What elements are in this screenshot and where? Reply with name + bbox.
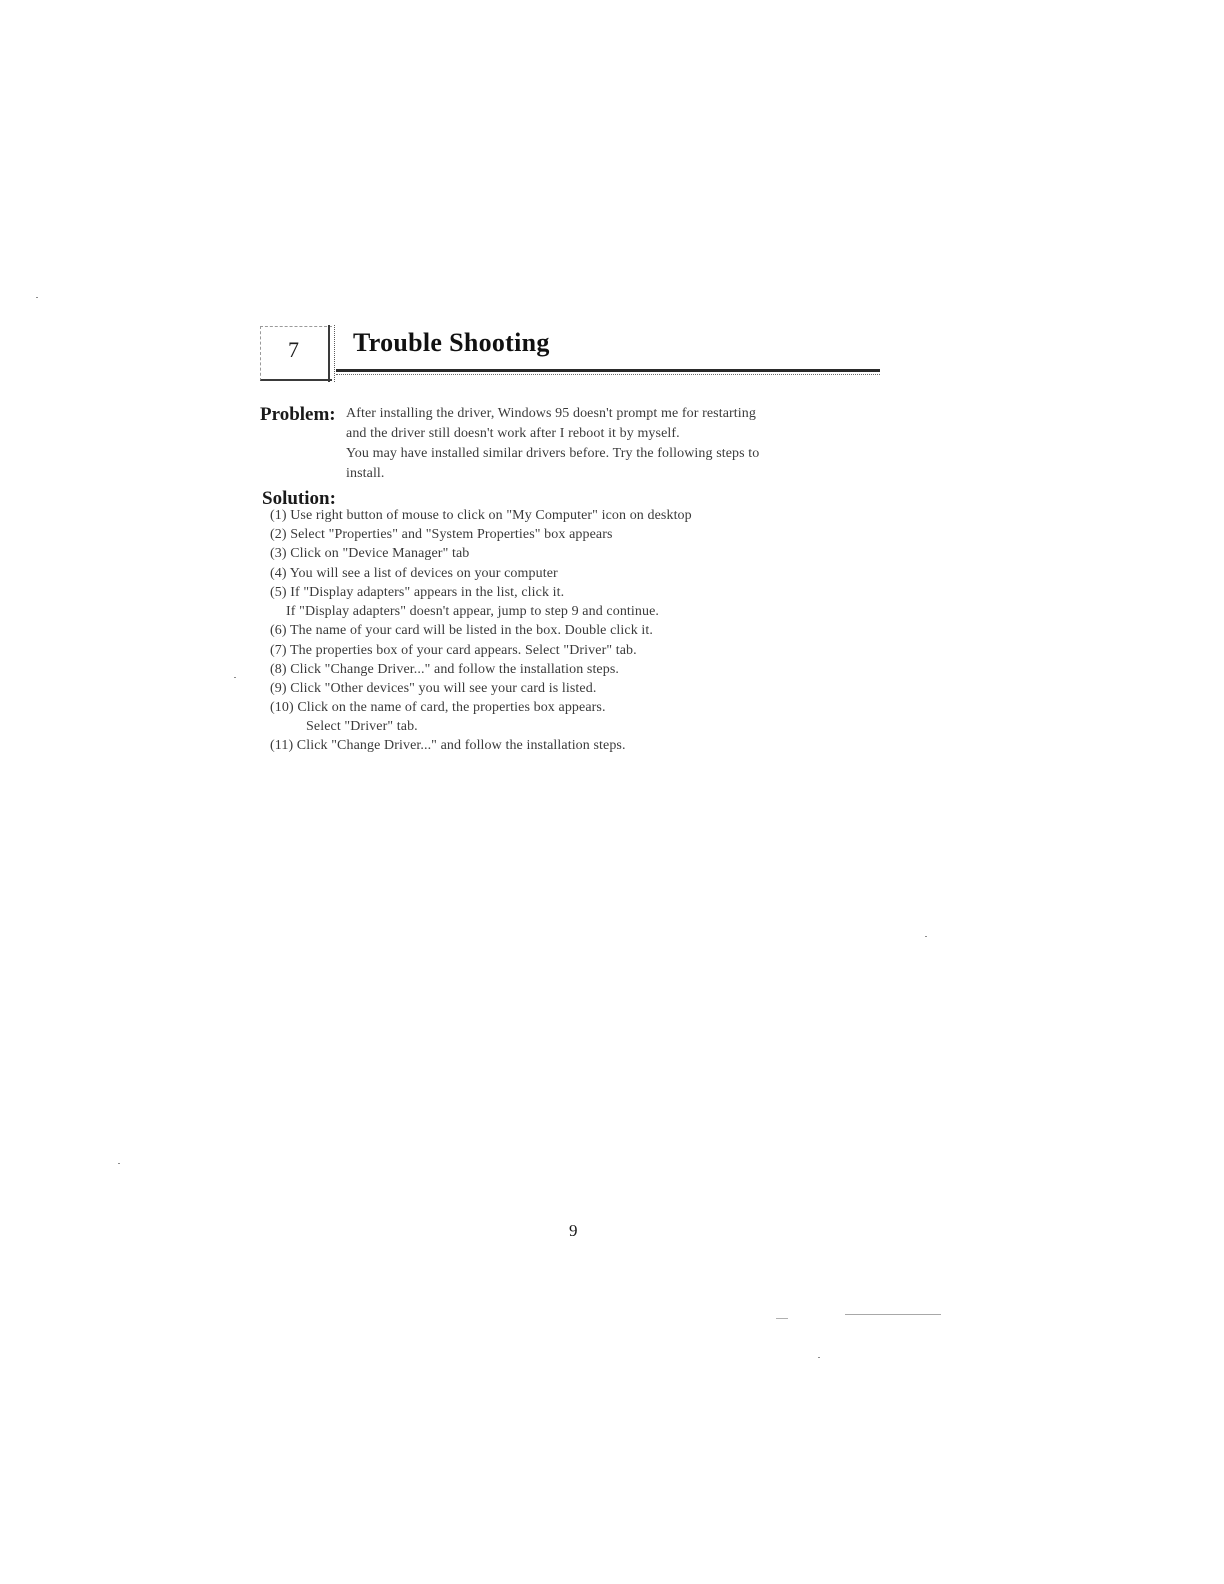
solution-step: (8) Click "Change Driver..." and follow the installation steps. [270, 662, 619, 677]
solution-label: Solution: [262, 488, 336, 509]
scan-speck [234, 677, 236, 678]
solution-step: (3) Click on "Device Manager" tab [270, 546, 470, 561]
solution-step: (5) If "Display adapters" appears in the list, click it. [270, 585, 565, 600]
problem-line: You may have installed similar drivers before. Try the following steps to [346, 446, 760, 461]
solution-step: If "Display adapters" doesn't appear, jump to step 9 and continue. [286, 604, 660, 619]
scan-speck [845, 1314, 941, 1315]
solution-step: (9) Click "Other devices" you will see your card is listed. [270, 681, 597, 696]
problem-line: After installing the driver, Windows 95 doesn't prompt me for restarting [346, 406, 756, 421]
problem-line: and the driver still doesn't work after I reboot it by myself. [346, 426, 680, 441]
problem-label: Problem: [260, 404, 336, 425]
solution-step: (2) Select "Properties" and "System Properties" box appears [270, 527, 613, 542]
solution-step: (10) Click on the name of card, the properties box appears. [270, 700, 606, 715]
solution-step: (7) The properties box of your card appears. Select "Driver" tab. [270, 643, 637, 658]
scan-speck [925, 936, 927, 937]
solution-step: Select "Driver" tab. [306, 719, 418, 734]
solution-step: (11) Click "Change Driver..." and follow the installation steps. [270, 738, 626, 753]
scan-speck [818, 1357, 820, 1358]
page-number: 9 [569, 1221, 578, 1240]
scan-speck [36, 297, 38, 298]
title-rule-dotted [336, 374, 880, 375]
scan-speck [776, 1318, 788, 1319]
chapter-number: 7 [288, 337, 299, 362]
solution-step: (6) The name of your card will be listed in the box. Double click it. [270, 623, 653, 638]
solution-step: (4) You will see a list of devices on your computer [270, 566, 558, 581]
title-rule [336, 369, 880, 372]
chapter-title: Trouble Shooting [353, 328, 550, 357]
problem-line: install. [346, 466, 385, 481]
scan-speck [118, 1163, 120, 1164]
solution-step: (1) Use right button of mouse to click on "My Computer" icon on desktop [270, 508, 692, 523]
